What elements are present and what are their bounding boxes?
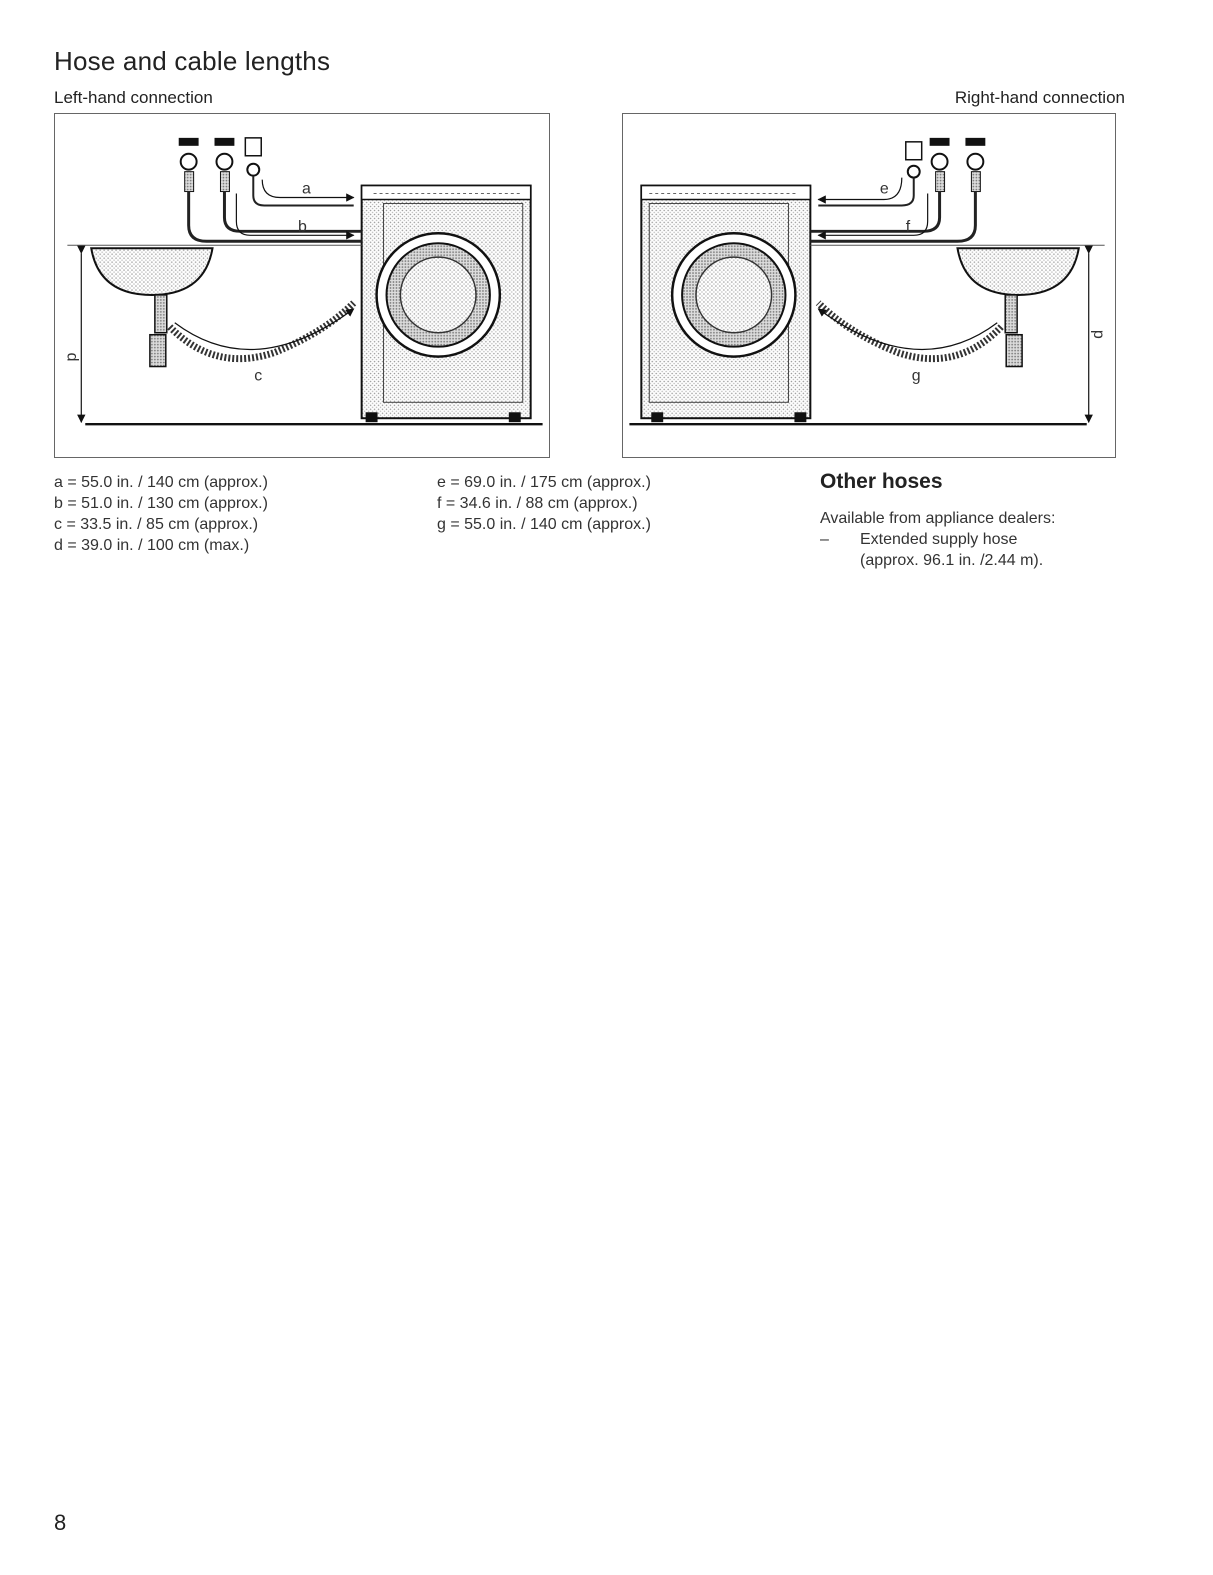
label-d: d [1089, 329, 1107, 339]
list-dash: – [820, 531, 829, 548]
legend-line-a: a = 55.0 in. / 140 cm (approx.) [54, 474, 268, 491]
right-connection-figure [622, 113, 1116, 458]
label-c: c [254, 367, 263, 385]
legend-line-e: e = 69.0 in. / 175 cm (approx.) [437, 474, 651, 491]
list-item-line2: (approx. 96.1 in. /2.44 m). [860, 552, 1044, 569]
legend-right-dimensions [437, 472, 651, 535]
other-hoses-intro: Available from appliance dealers: [820, 510, 1056, 527]
legend-line-f: f = 34.6 in. / 88 cm (approx.) [437, 495, 638, 512]
list-item-line1: Extended supply hose [860, 531, 1018, 548]
label-g: g [911, 367, 921, 385]
page-number: 8 [54, 1510, 67, 1535]
other-hoses-section [820, 470, 1150, 571]
washing-machine [362, 186, 531, 423]
left-connection-figure [54, 113, 550, 458]
left-connection-caption: Left-hand connection [54, 88, 213, 107]
water-taps [179, 138, 235, 192]
right-connection-caption: Right-hand connection [954, 88, 1125, 107]
label-d: d [63, 352, 81, 362]
legend-line-g: g = 55.0 in. / 140 cm (approx.) [437, 516, 651, 533]
power-outlet [906, 142, 922, 178]
legend-line-c: c = 33.5 in. / 85 cm (approx.) [54, 516, 259, 533]
page-title: Hose and cable lengths [54, 46, 331, 76]
other-hoses-heading: Other hoses [820, 470, 943, 493]
right-connection-illustration [623, 114, 1115, 457]
other-hoses-list [820, 529, 1150, 571]
label-f: f [905, 218, 911, 236]
left-connection-illustration [55, 114, 549, 457]
sink [67, 245, 361, 366]
power-outlet [245, 138, 261, 176]
label-b: b [298, 218, 307, 236]
water-taps [930, 138, 986, 192]
washing-machine [641, 186, 810, 423]
legend-left-dimensions [54, 472, 268, 556]
legend-line-d: d = 39.0 in. / 100 cm (max.) [54, 537, 250, 554]
list-item [820, 529, 1150, 571]
legend-line-b: b = 51.0 in. / 130 cm (approx.) [54, 495, 268, 512]
label-e: e [879, 180, 889, 198]
sink [810, 245, 1104, 366]
label-a: a [302, 180, 311, 198]
